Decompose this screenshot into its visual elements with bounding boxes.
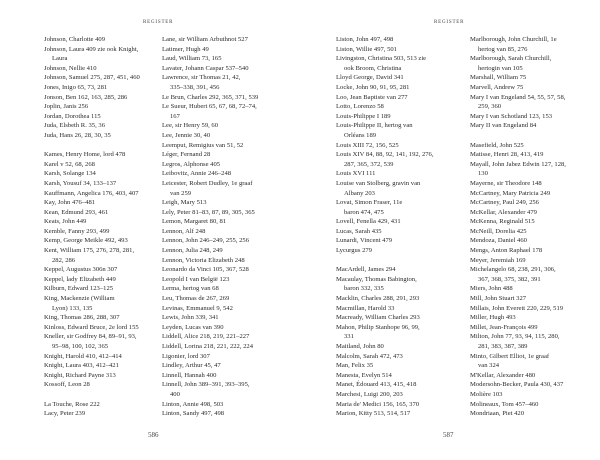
index-entry-line: Juda, Hans 26, 28, 30, 35 — [44, 131, 111, 139]
index-entry-line: Macready, William Charles 293 — [336, 314, 420, 322]
index-entry-line: Linnell, John 389–391, 393–395, — [162, 381, 250, 389]
index-entry-line: Marvell, Andrew 75 — [470, 83, 524, 91]
index-entry — [336, 198, 476, 217]
index-entry-line: Manet, Édouard 413, 415, 418 — [336, 381, 417, 389]
index-entry-line: Latimer, Hugh 49 — [162, 45, 209, 53]
index-entry — [336, 150, 476, 169]
index-entry-line: Louis-Philippe I 189 — [336, 112, 391, 120]
index-entry-line: Lovat, Simon Fraser, 11e — [336, 199, 403, 207]
index-entry — [336, 102, 476, 112]
index-entry — [470, 265, 600, 284]
index-entry — [336, 227, 476, 237]
index-entry-line: Lerma, hertog van 68 — [162, 285, 219, 293]
group-spacer — [336, 256, 476, 266]
index-entry-line: Marlborough, Sarah Churchill, — [470, 55, 552, 63]
index-entry-line: Leu, Thomas de 267, 269 — [162, 295, 230, 303]
index-entry-line: Lee, sir Henry 59, 60 — [162, 122, 219, 130]
index-entry — [162, 332, 302, 342]
index-entry-continuation: 287, 365, 372, 539 — [344, 160, 394, 168]
index-entry-line: Léger, Fernand 28 — [162, 151, 211, 159]
index-entry-line: Linnell, Hannah 400 — [162, 371, 217, 379]
index-entry-line: Johnson, Charlotte 409 — [44, 36, 105, 43]
index-entry — [162, 294, 302, 304]
index-entry-line: Kossoff, Leon 28 — [44, 381, 90, 389]
index-entry-line — [470, 131, 600, 141]
index-entry-line: Miers, John 488 — [470, 285, 513, 293]
index-entry-continuation: hertogin van 105 — [478, 64, 523, 72]
index-entry-line: Louis XVI 111 — [336, 170, 376, 178]
index-entry-continuation: 281, 383, 387, 389 — [478, 343, 528, 350]
index-entry — [162, 304, 302, 314]
running-header: REGISTER — [434, 20, 465, 25]
index-entry-line: Lawrence, sir Thomas 21, 42, — [162, 74, 241, 82]
index-entry — [162, 93, 302, 103]
index-entry — [336, 361, 476, 371]
running-header: REGISTER — [143, 20, 174, 25]
index-entry-line: Lennon, Alf 248 — [162, 227, 206, 235]
index-entry-line: Lloyd George, David 341 — [336, 74, 404, 82]
index-entry-line: Marchesi, Luigi 200, 203 — [336, 390, 403, 398]
index-entry-line: Matisse, Henri 28, 413, 419 — [470, 151, 544, 159]
index-entry-line: Leonardo da Vinci 105, 367, 528 — [162, 266, 249, 274]
index-entry-line: Liston, Willie 497, 501 — [336, 45, 397, 53]
index-entry — [336, 313, 476, 323]
index-entry-line: Lane, sir William Arbuthnot 527 — [162, 36, 248, 43]
index-entry — [336, 93, 476, 103]
index-column-4 — [470, 35, 600, 419]
index-entry-line: Lotto, Lorenzo 58 — [336, 103, 384, 111]
index-entry-line: Mengs, Anton Raphael 178 — [470, 247, 543, 255]
index-entry-line: Lavater, Johann Caspar 537–540 — [162, 64, 249, 72]
index-entry-line: Juda, Elsbeth R. 35, 36 — [44, 122, 105, 130]
index-entry-line: Masefield, John 525 — [470, 141, 524, 149]
index-entry-line: Knight, Richard Payne 313 — [44, 371, 116, 379]
index-entry-line: Kean, Edmund 293, 461 — [44, 208, 109, 216]
index-entry — [470, 150, 600, 160]
index-entry-continuation: Albany 203 — [344, 189, 375, 197]
index-entry-line: McCartney, Mary Patricia 249 — [470, 189, 551, 197]
index-entry-line: Knight, Laura 403, 412–421 — [44, 362, 119, 370]
index-entry-line: Johnson, Nellie 410 — [44, 64, 97, 72]
index-entry-continuation: 95–98, 100, 102, 365 — [52, 343, 109, 350]
index-entry-line: Kay, John 476–481 — [44, 199, 96, 207]
index-entry-line: Loo, Jean Baptiste van 277 — [336, 93, 408, 101]
index-entry — [336, 371, 476, 381]
index-entry-continuation: baron 332, 335 — [344, 285, 384, 293]
index-entry — [470, 390, 600, 400]
index-entry — [336, 304, 476, 314]
index-entry-line: Molineaux, Tom 457–460 — [470, 400, 539, 408]
index-entry-line: Jones, Inigo 65, 73, 281 — [44, 83, 108, 91]
index-entry-line: Lennon, Victoria Elizabeth 248 — [162, 256, 245, 264]
index-entry-line: Leyden, Lucas van 390 — [162, 323, 224, 331]
index-entry-line: Maitland, John 80 — [336, 343, 384, 350]
index-entry — [470, 141, 600, 151]
index-entry-line: Livingston, Christina 503, 513 zie — [336, 55, 427, 63]
index-entry-line: Levinas, Emmanuel 9, 542 — [162, 304, 233, 312]
index-entry-line: Kneller, sir Godfrey 84, 89–91, 93, — [44, 333, 137, 341]
index-entry-line: Lee, Jennie 30, 40 — [162, 131, 211, 139]
index-entry-line: Le Sueur, Hubert 65, 67, 68, 72–74, — [162, 103, 257, 111]
index-entry-line: Miller, Hugh 493 — [470, 314, 516, 322]
index-entry-line: McKenna, Reginald 515 — [470, 218, 535, 226]
index-entry-line: Kauffmann, Angelica 176, 403, 407 — [44, 189, 139, 197]
index-entry-line: Leopold I van België 123 — [162, 275, 230, 283]
index-entry-line: Le Brun, Charles 292, 365, 371, 539 — [162, 93, 259, 101]
index-entry-line: Millet, Jean-François 499 — [470, 323, 538, 331]
index-entry-line: Mendoza, Daniel 460 — [470, 237, 527, 245]
index-entry — [162, 150, 302, 160]
index-entry-line: Kemp, George Meikle 492, 493 — [44, 237, 128, 245]
index-entry — [470, 304, 600, 314]
index-entry-line: Mondriaan, Piet 420 — [470, 410, 525, 418]
index-entry — [470, 83, 600, 93]
index-entry-line: Minto, Gilbert Elliot, 1e graaf — [470, 352, 550, 360]
index-entry — [162, 227, 302, 237]
index-entry — [336, 112, 476, 122]
index-entry — [470, 246, 600, 256]
index-entry — [336, 54, 476, 73]
index-entry-line: Keats, John 449 — [44, 218, 87, 226]
index-entry-continuation: 367, 368, 375, 382, 391 — [478, 275, 541, 283]
index-entry-line: Johnson, Samuel 275, 287, 451, 460 — [44, 74, 140, 82]
index-entry-line: Macaulay, Thomas Babington, — [336, 275, 417, 283]
index-entry-line: Leigh, Mary 513 — [162, 199, 207, 207]
index-entry-line: Karel v 52, 68, 268 — [44, 160, 95, 168]
index-entry — [162, 102, 302, 121]
index-entry-line: Macmillan, Harold 33 — [336, 304, 395, 312]
index-entry — [336, 217, 476, 227]
index-entry — [336, 380, 476, 390]
index-entry — [470, 371, 600, 381]
index-entry — [470, 160, 600, 179]
index-entry-line: Kames, Henry Home, lord 478 — [44, 151, 126, 159]
index-entry — [336, 236, 476, 246]
index-entry-line: Milton, John 77, 93, 94, 115, 280, — [470, 333, 560, 341]
index-entry-line: Mayerne, sir Theodore 148 — [470, 179, 542, 187]
index-entry — [470, 179, 600, 189]
index-entry-line: Keppel, lady Elizabeth 449 — [44, 275, 116, 283]
index-entry-continuation: baron 474, 475 — [344, 208, 384, 216]
index-entry — [470, 217, 600, 227]
index-entry-line: Mary II van Engeland 84 — [470, 122, 537, 130]
index-entry — [162, 284, 302, 294]
index-entry-line: Marlborough, John Churchill, 1e — [470, 36, 557, 43]
index-entry-continuation: 400 — [170, 390, 180, 398]
index-entry-line: Lunardi, Vincent 479 — [336, 237, 393, 245]
index-column-2 — [162, 35, 302, 419]
index-entry — [336, 323, 476, 342]
index-entry-line: Liddell, Alice 218, 219, 221–227 — [162, 333, 250, 341]
index-entry-line: King, Mackenzie (William — [44, 295, 115, 303]
index-entry — [162, 160, 302, 170]
index-entry — [470, 400, 600, 410]
index-entry-line: Linton, Sandy 497, 498 — [162, 410, 225, 418]
index-entry — [336, 265, 476, 275]
index-entry — [162, 179, 302, 198]
index-entry-line: Marshall, William 75 — [470, 74, 527, 82]
index-entry-continuation: 130 — [478, 170, 488, 178]
index-entry-line: Lacy, Peter 239 — [44, 410, 86, 418]
index-entry — [336, 121, 476, 140]
index-entry — [470, 380, 600, 390]
index-entry — [470, 54, 600, 73]
index-entry-line: Maria de' Medici 156, 165, 370 — [336, 400, 420, 408]
index-entry-line: Louise van Stolberg, gravin van — [336, 179, 421, 187]
index-entry — [162, 54, 302, 64]
index-entry-line: Kemble, Fanny 293, 499 — [44, 227, 110, 235]
index-entry-line: Mary I van Schotland 123, 153 — [470, 112, 553, 120]
index-entry — [336, 352, 476, 362]
index-entry — [336, 400, 476, 410]
index-entry-line: King, Thomas 286, 288, 307 — [44, 314, 120, 322]
index-entry-line: Lovell, Fenella 429, 431 — [336, 218, 401, 226]
index-entry-line: Liddell, Lorina 218, 221, 222, 224 — [162, 343, 254, 350]
index-entry-line: Mill, John Stuart 327 — [470, 295, 527, 303]
index-entry — [470, 227, 600, 237]
index-entry — [470, 409, 600, 419]
index-entry-line: Laud, William 73, 165 — [162, 55, 222, 63]
index-entry-line: Jonson, Ben 162, 163, 285, 286 — [44, 93, 128, 101]
index-entry-line: Mahon, Philip Stanhope 96, 99, — [336, 323, 420, 331]
index-entry — [162, 313, 302, 323]
index-entry — [336, 169, 476, 179]
index-entry — [470, 332, 600, 351]
index-entry — [162, 73, 302, 92]
index-entry — [336, 179, 476, 198]
index-entry — [162, 208, 302, 218]
index-entry-line: Keppel, Augustus 306n 307 — [44, 266, 118, 274]
index-entry — [162, 361, 302, 371]
index-entry — [336, 390, 476, 400]
index-entry-continuation: van 324 — [478, 362, 500, 370]
index-entry-line: Karsh, Solange 134 — [44, 170, 96, 178]
index-entry — [162, 256, 302, 266]
index-entry-line: Michelangelo 68, 238, 291, 306, — [470, 266, 556, 274]
index-entry — [336, 294, 476, 304]
index-entry — [162, 198, 302, 208]
index-entry-line: Leibovitz, Annie 246–248 — [162, 170, 232, 178]
index-entry-continuation: 167 — [170, 112, 180, 120]
index-entry — [336, 275, 476, 294]
index-entry-line: Linton, Annie 498, 503 — [162, 400, 224, 408]
index-entry-line: Jordan, Dorothea 115 — [44, 112, 101, 120]
index-entry-line: Louis XIII 72, 156, 525 — [336, 141, 399, 149]
index-entry-line: Louis XIV 84, 88, 92, 141, 192, 276, — [336, 151, 434, 159]
index-entry-continuation: Laura — [52, 55, 68, 63]
index-entry-line: M'Kellar, Alexander 480 — [470, 371, 536, 379]
index-entry — [470, 352, 600, 371]
index-entry-continuation: 282, 286 — [52, 256, 76, 264]
index-entry — [336, 45, 476, 55]
index-entry — [470, 323, 600, 333]
index-entry — [162, 323, 302, 333]
index-entry-line: Molière 103 — [470, 390, 503, 398]
index-entry-continuation: 259, 360 — [478, 103, 502, 111]
index-entry-line: Manesta, Evelyn 514 — [336, 371, 392, 379]
index-entry-line: Modersohn-Becker, Paula 430, 437 — [470, 381, 564, 389]
index-entry — [162, 217, 302, 227]
index-entry — [162, 275, 302, 285]
index-entry — [470, 208, 600, 218]
index-entry-line: Lucas, Sarah 435 — [336, 227, 382, 235]
index-entry — [470, 121, 600, 131]
index-entry-line: Legros, Alphonse 405 — [162, 160, 221, 168]
index-entry-line: Meyer, Jeremiah 169 — [470, 256, 526, 264]
index-entry-line: MacArdell, James 294 — [336, 266, 396, 274]
index-entry-continuation: 335–338, 391, 456 — [170, 83, 220, 91]
index-entry-continuation: van 259 — [170, 189, 192, 197]
index-entry-line — [336, 256, 476, 266]
index-entry-line: Lemon, Margaret 80, 81 — [162, 218, 227, 226]
index-entry — [470, 313, 600, 323]
index-entry-continuation: ook Broom, Christina — [344, 64, 402, 72]
index-entry — [470, 35, 600, 54]
index-entry — [470, 294, 600, 304]
index-entry-line: Karsh, Yousuf 34, 133–137 — [44, 179, 117, 187]
index-entry-line: Leemput, Remigius van 51, 52 — [162, 141, 244, 149]
index-entry-line: La Touche, Rose 222 — [44, 400, 100, 408]
index-entry-line: McCartney, Paul 249, 256 — [470, 199, 539, 207]
index-entry-continuation: Orléans 189 — [344, 131, 377, 139]
index-entry — [162, 35, 302, 45]
index-entry-line: Lindley, Arthur 45, 47 — [162, 362, 221, 370]
index-entry — [162, 371, 302, 381]
index-entry-line: Knight, Harold 410, 412–414 — [44, 352, 122, 360]
index-entry — [470, 112, 600, 122]
group-spacer — [470, 131, 600, 141]
index-entry — [336, 73, 476, 83]
index-entry-line: Kent, William 175, 276, 278, 281, — [44, 247, 135, 255]
index-entry — [470, 284, 600, 294]
index-entry — [162, 169, 302, 179]
index-entry — [162, 64, 302, 74]
index-entry-line: Locke, John 90, 91, 95, 281 — [336, 83, 410, 91]
index-entry-line: Mary I van Engeland 54, 55, 57, 58, — [470, 93, 566, 101]
index-entry-line: McNeill, Dorelia 425 — [470, 227, 527, 235]
index-entry — [162, 141, 302, 151]
index-entry — [162, 121, 302, 131]
index-entry — [470, 73, 600, 83]
index-entry — [336, 342, 476, 352]
index-entry-continuation: hertog van 85, 276 — [478, 45, 528, 53]
index-entry-line: Leicester, Robert Dudley, 1e graaf — [162, 179, 253, 187]
index-entry — [470, 93, 600, 112]
index-entry-line: Marion, Kitty 513, 514, 517 — [336, 410, 411, 418]
index-entry — [470, 236, 600, 246]
index-entry-line: Lycurgus 279 — [336, 247, 372, 255]
index-entry — [470, 256, 600, 266]
index-entry — [336, 246, 476, 256]
page-number: 586 — [148, 431, 159, 439]
index-entry — [162, 352, 302, 362]
index-entry-line: McKellar, Alexander 479 — [470, 208, 537, 216]
index-entry — [336, 409, 476, 419]
index-entry — [162, 409, 302, 419]
index-entry — [470, 189, 600, 199]
index-entry — [162, 45, 302, 55]
index-entry-line: Lennon, John 246–249, 255, 256 — [162, 237, 249, 245]
index-entry-line: Kinloss, Edward Bruce, 2e lord 155 — [44, 323, 139, 331]
index-entry-line: Liston, John 497, 498 — [336, 36, 394, 43]
index-entry-line: Louis-Philippe II, hertog van — [336, 122, 413, 130]
index-entry-line: Man, Felix 35 — [336, 362, 374, 370]
page-number: 587 — [443, 431, 454, 439]
index-entry — [336, 141, 476, 151]
index-entry-line: Lennon, Julia 248, 249 — [162, 247, 223, 255]
index-entry — [336, 35, 476, 45]
index-entry — [162, 380, 302, 399]
index-entry-line: Malcolm, Sarah 472, 473 — [336, 352, 403, 360]
index-entry-line: Lewis, John 339, 341 — [162, 314, 219, 322]
index-entry-line: Millais, John Everett 220, 229, 519 — [470, 304, 564, 312]
index-entry-continuation: Lyon) 133, 135 — [52, 304, 93, 312]
index-entry-line: Ligonier, lord 307 — [162, 352, 210, 360]
index-entry — [162, 131, 302, 141]
index-entry — [336, 83, 476, 93]
index-entry-line: Mayall, John Jabez Edwin 127, 128, — [470, 160, 566, 168]
index-entry-line: Lely, Peter 81–83, 87, 89, 305, 365 — [162, 208, 255, 216]
index-column-3 — [336, 35, 476, 419]
index-entry-line: Macklin, Charles 288, 291, 293 — [336, 295, 420, 303]
index-entry-line: Kilburn, Edward 123–125 — [44, 285, 114, 293]
index-entry — [470, 198, 600, 208]
index-entry-line: Joplin, Janis 256 — [44, 103, 89, 111]
index-entry — [162, 342, 302, 352]
index-entry — [162, 400, 302, 410]
index-entry — [162, 265, 302, 275]
index-entry — [162, 246, 302, 256]
index-entry-continuation: 331 — [344, 333, 354, 341]
index-entry-line: Johnson, Laura 409 zie ook Knight, — [44, 45, 139, 53]
index-entry — [162, 236, 302, 246]
